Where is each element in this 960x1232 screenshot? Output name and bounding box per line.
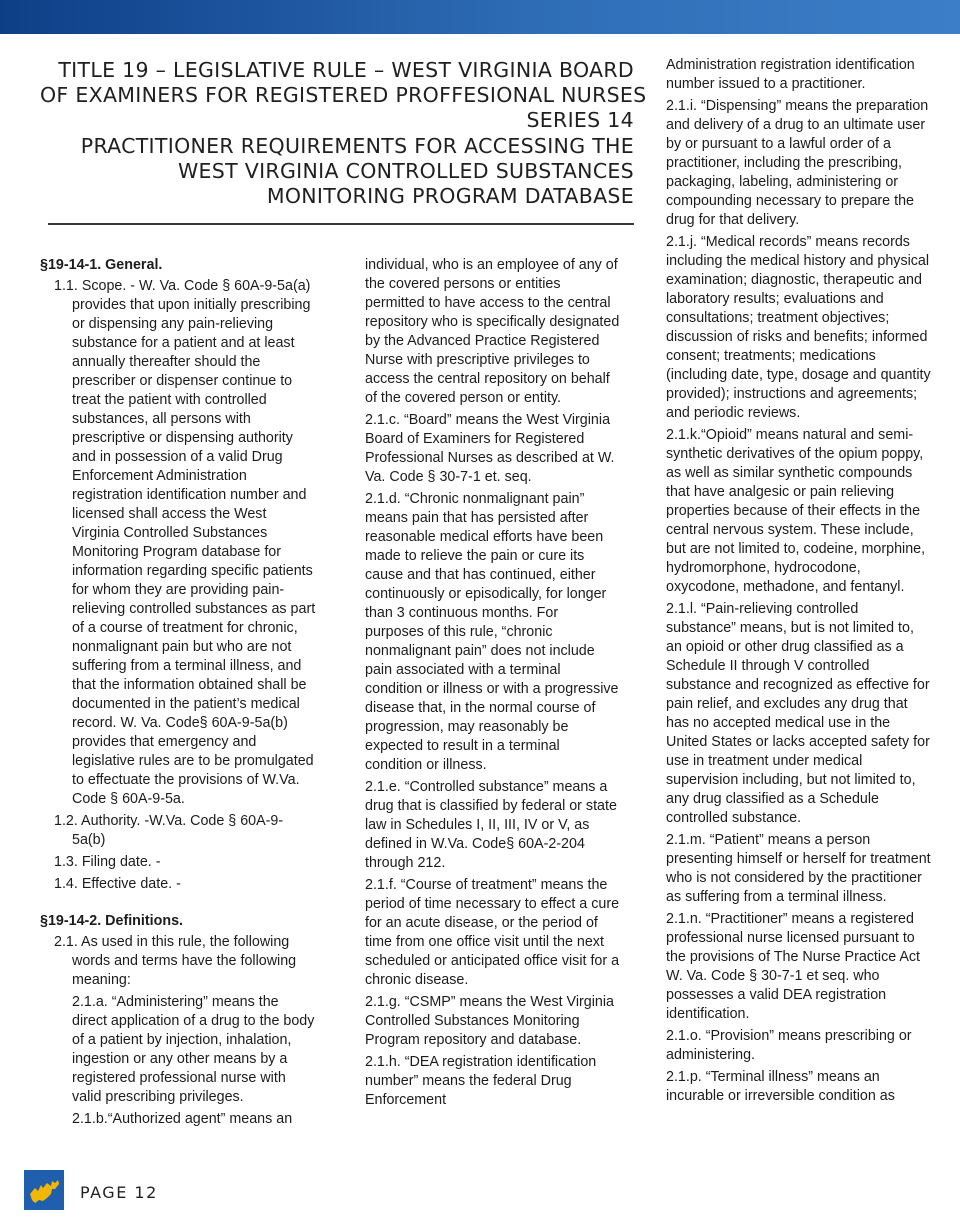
title-divider [48,223,634,225]
definition-dea-number-cont: Administration registration identification number issued to a practitioner. [666,57,915,92]
title-line: SERIES 14 [526,108,634,133]
definition-terminal-illness: 2.1.p. “Terminal illness” means an incurable or irreversible condition as [666,1069,895,1104]
title-line: MONITORING PROGRAM DATABASE [266,184,634,209]
title-line: TITLE 19 – LEGISLATIVE RULE – WEST VIRGINIA BOARD [58,58,634,82]
section-2-1: 2.1. As used in this rule, the following words and terms have the following meaning: [54,934,297,988]
title-line: OF EXAMINERS FOR REGISTERED PROFFESIONAL NURSES [40,83,647,108]
definition-authorized-agent: 2.1.b.“Authorized agent” means an [72,1111,293,1127]
definition-provision: 2.1.o. “Provision” means prescribing or administering. [666,1028,912,1063]
definition-medical-records: 2.1.j. “Medical records” means records including the medical history and physical examination; diagnostic, therapeutic and laboratory results; evaluations and consultations; treatment objectives; discussion of risks and benefits; informed consent; treatments; medications (including date, type, dosage and quantity provided); instructions and agreements; and periodic reviews. [666,234,931,421]
title-line: WEST VIRGINIA CONTROLLED SUBSTANCES [177,158,634,183]
definition-csmp: 2.1.g. “CSMP” means the West Virginia Controlled Substances Monitoring Program repository and database. [365,994,614,1048]
definition-opioid: 2.1.k.“Opioid” means natural and semi-synthetic derivatives of the opium poppy, as well as similar synthetic compounds that have analgesic or pain relieving properties because of their effects in the central nervous system. These include, but are not limited to, codeine, morphine, hydromorphone, hydrocodone, oxycodone, methadone, and fentanyl. [666,427,926,595]
section-1-3-filing-date: 1.3. Filing date. - [54,854,161,870]
text-column-left [40,256,316,1132]
page-title [40,58,647,209]
definition-patient: 2.1.m. “Patient” means a person presenting himself or herself for treatment who is not considered by the practitioner as suffering from a terminal illness. [666,832,931,905]
section-heading-general: §19-14-1. General. [40,257,163,273]
west-virginia-map-icon [24,1170,64,1210]
definition-practitioner: 2.1.n. “Practitioner” means a registered professional nurse licensed pursuant to the provisions of The Nurse Practice Act W. Va. Code § 30-7-1 et seq. who possesses a valid DEA registration identification. [666,911,921,1022]
definition-chronic-pain: 2.1.d. “Chronic nonmalignant pain” means pain that has persisted after reasonable medical efforts have been made to relieve the pain or cure its cause and that has continued, either continuously or episodically, for longer than 3 continuous months. For purposes of this rule, “chronic nonmalignant pain” does not include pain associated with a terminal condition or illness or with a progressive disease that, in the normal course of progression, may reasonably be expected to result in a terminal condition or illness. [365,491,619,773]
text-column-right [666,56,932,1109]
page-number: PAGE 12 [80,1183,158,1202]
page-footer [24,1166,224,1210]
top-banner [0,0,960,34]
definition-dispensing: 2.1.i. “Dispensing” means the preparation and delivery of a drug to an ultimate user by or pursuant to a lawful order of a practitioner, including the prescribing, packaging, labeling, administering or compounding necessary to prepare the drug for that delivery. [666,98,929,228]
definition-controlled-substance: 2.1.e. “Controlled substance” means a drug that is classified by federal or state law in Schedules I, II, III, IV or V, as defined in W.Va. Code§ 60A-2-204 through 212. [365,779,617,871]
title-line: PRACTITIONER REQUIREMENTS FOR ACCESSING THE [80,133,634,158]
section-1-4-effective-date: 1.4. Effective date. - [54,876,181,892]
section-1-2-authority: 1.2. Authority. -W.Va. Code § 60A-9-5a(b) [54,813,284,848]
definition-authorized-agent-cont: individual, who is an employee of any of the covered persons or entities permitted to have access to the central repository who is specifically designated by the Advanced Practice Registered Nurse with prescriptive privileges to access the central repository on behalf of the covered person or entity. [365,257,620,406]
text-column-middle [365,256,620,1113]
definition-board: 2.1.c. “Board” means the West Virginia Board of Examiners for Registered Professional Nurses as described at W. Va. Code § 30-7-1 et. seq. [365,412,615,485]
definition-course-of-treatment: 2.1.f. “Course of treatment” means the period of time necessary to effect a cure for an acute disease, or the period of time from one office visit until the next scheduled or anticipated office visit for a chronic disease. [365,877,620,988]
section-heading-definitions: §19-14-2. Definitions. [40,913,184,929]
definition-pain-relieving: 2.1.l. “Pain-relieving controlled substance” means, but is not limited to, an opioid or other drug classified as a Schedule II through V controlled substance and recognized as effective for pain relief, and excludes any drug that has no accepted medical use in the United States or lacks accepted safety for use in treatment under medical supervision including, but not limited to, any drug classified as a Schedule controlled substance. [666,601,930,826]
definition-administering: 2.1.a. “Administering” means the direct application of a drug to the body of a patient by injection, inhalation, ingestion or any other means by a registered professional nurse with valid prescribing privileges. [72,994,315,1105]
definition-dea-number: 2.1.h. “DEA registration identification number” means the federal Drug Enforcement [365,1054,597,1108]
section-1-1-scope: 1.1. Scope. - W. Va. Code § 60A-9-5a(a) provides that upon initially prescribing or dispensing any pain-relieving substance for a patient and at least annually thereafter should the prescriber or dispenser continue to treat the patient with controlled substances, all persons with prescriptive or dispensing authority and in possession of a valid Drug Enforcement Administration registration identification number and licensed shall access the West Virginia Controlled Substances Monitoring Program database for information regarding specific patients for whom they are providing pain-relieving controlled substances as part of a course of treatment for chronic, nonmalignant pain but who are not suffering from a terminal illness, and that the information obtained shall be documented in the patient’s medical record. W. Va. Code§ 60A-9-5a(b) provides that emergency and legislative rules are to be promulgated to effectuate the provisions of W.Va. Code § 60A-9-5a. [54,278,316,807]
